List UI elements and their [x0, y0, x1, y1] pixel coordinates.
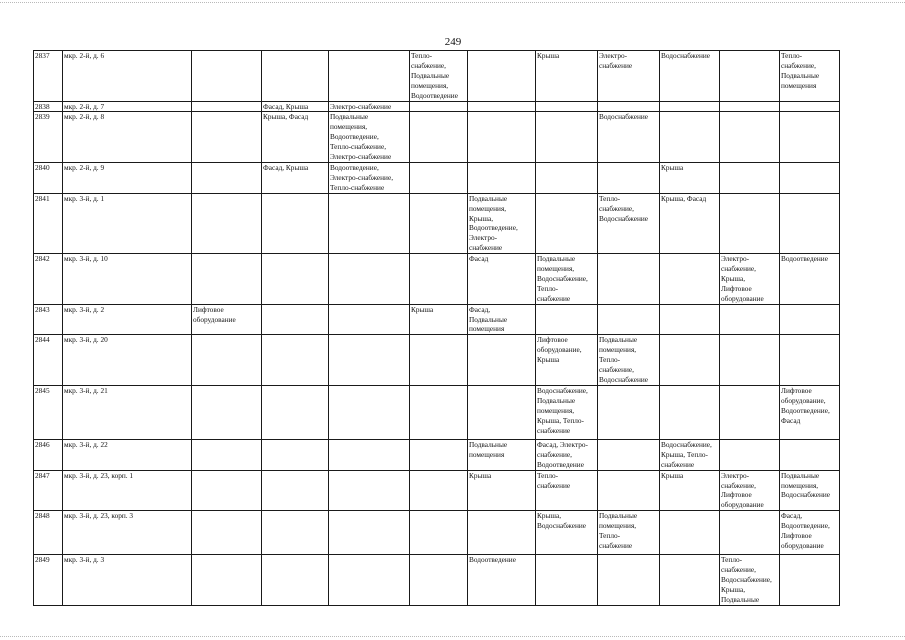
work-type-cell [262, 112, 329, 163]
work-type-cell [192, 385, 262, 439]
work-type-cell [410, 470, 468, 511]
work-type-cell [720, 304, 780, 335]
work-type-cell [780, 193, 840, 253]
work-type-cell [780, 162, 840, 193]
work-type-cell [329, 193, 410, 253]
work-type-cell [192, 439, 262, 470]
work-type-cell [720, 385, 780, 439]
row-number: 2841 [34, 193, 63, 253]
work-type-cell [660, 555, 720, 606]
work-type-text: Крыша [411, 304, 434, 314]
work-type-cell [598, 511, 660, 555]
work-type-cell [720, 101, 780, 112]
work-type-cell [468, 51, 536, 102]
table-row [34, 193, 840, 253]
work-type-cell [536, 555, 598, 606]
work-type-text: Лифтовое оборудование, Крыша [537, 335, 582, 365]
work-type-text: Крыша [537, 51, 560, 60]
work-type-cell [262, 470, 329, 511]
work-type-cell [468, 254, 536, 305]
address-cell: мкр. 2-й, д. 9 [63, 162, 192, 193]
work-type-cell [262, 385, 329, 439]
table-row [34, 162, 840, 193]
work-type-text: Водоснабжение, Подвальные помещения, Крыша, Тепло- снабжение [537, 385, 588, 435]
work-type-cell [329, 439, 410, 470]
work-type-text: Подвальные помещения, Водоснабжение, Тепло- снабжение [537, 254, 588, 303]
address-cell: мкр. 3-й, д. 10 [63, 254, 192, 305]
work-type-cell [598, 470, 660, 511]
row-number: 2842 [34, 254, 63, 305]
work-type-cell [468, 112, 536, 163]
work-type-cell [780, 304, 840, 335]
work-type-text: Тепло- снабжение, Водоснабжение [599, 193, 648, 223]
work-type-cell [329, 51, 410, 102]
table-row [34, 304, 840, 335]
table-row [34, 470, 840, 511]
work-type-cell [536, 162, 598, 193]
work-type-cell [720, 112, 780, 163]
work-type-cell [536, 101, 598, 112]
scan-edge-top [0, 2, 905, 4]
work-type-text: Тепло- снабжение [537, 470, 571, 490]
row-number: 2837 [34, 51, 63, 102]
work-type-cell [720, 254, 780, 305]
work-type-cell [780, 511, 840, 555]
page-number: 249 [444, 36, 462, 48]
work-type-text: Водоснабжение, Крыша, Тепло- снабжение [661, 439, 712, 469]
work-type-cell [598, 254, 660, 305]
work-type-text: Электро-снабжение [330, 101, 392, 111]
work-type-text: Подвальные помещения [469, 439, 508, 459]
row-number: 2845 [34, 385, 63, 439]
work-type-cell [720, 439, 780, 470]
row-number: 2840 [34, 162, 63, 193]
work-type-cell [598, 112, 660, 163]
work-type-cell [192, 51, 262, 102]
work-type-cell [192, 511, 262, 555]
table-row [34, 385, 840, 439]
row-number: 2847 [34, 470, 63, 511]
work-type-text: Водоснабжение [599, 112, 648, 122]
work-type-text: Тепло- снабжение, Подвальные помещения [781, 51, 820, 90]
work-type-cell [192, 304, 262, 335]
work-type-cell [410, 555, 468, 606]
work-type-cell [410, 162, 468, 193]
work-type-cell [192, 101, 262, 112]
work-type-cell [536, 112, 598, 163]
work-type-cell [410, 304, 468, 335]
work-type-cell [660, 439, 720, 470]
work-type-cell [192, 335, 262, 386]
work-type-cell [329, 162, 410, 193]
work-type-text: Подвальные помещения, Водоотведение, Тепло-снабжение, Электро-снабжение [330, 112, 392, 162]
address-cell: мкр. 3-й, д. 1 [63, 193, 192, 253]
work-type-cell [660, 254, 720, 305]
work-type-cell [720, 162, 780, 193]
work-type-text: Крыша, Водоснабжение [537, 511, 586, 531]
work-type-cell [410, 51, 468, 102]
work-type-cell [780, 385, 840, 439]
work-type-cell [468, 101, 536, 112]
work-type-cell [660, 51, 720, 102]
work-type-text: Лифтовое оборудование, Водоотведение, Фасад [781, 385, 830, 425]
work-type-cell [660, 193, 720, 253]
row-number: 2844 [34, 335, 63, 386]
work-type-cell [262, 439, 329, 470]
work-type-cell [720, 193, 780, 253]
work-type-cell [329, 101, 410, 112]
table-row [34, 335, 840, 386]
work-type-text: Подвальные помещения, Крыша, Водоотведение, Электро- снабжение [469, 193, 518, 253]
work-type-cell [780, 51, 840, 102]
work-type-cell [660, 304, 720, 335]
work-type-cell [660, 470, 720, 511]
work-type-cell [536, 511, 598, 555]
work-type-text: Водоотведение, Электро-снабжение, Тепло-снабжение [330, 162, 394, 192]
work-type-cell [660, 112, 720, 163]
work-type-cell [780, 555, 840, 606]
scan-edge-bottom [0, 636, 905, 638]
address-cell: мкр. 3-й, д. 22 [63, 439, 192, 470]
repair-schedule-table [33, 50, 840, 606]
work-type-text: Фасад, Крыша [263, 101, 309, 111]
work-type-cell [598, 101, 660, 112]
work-type-cell [329, 304, 410, 335]
work-type-text: Крыша, Фасад [661, 193, 707, 203]
row-number: 2848 [34, 511, 63, 555]
work-type-text: Подвальные помещения, Тепло- снабжение [599, 511, 638, 550]
work-type-text: Фасад [469, 254, 489, 264]
table-row [34, 51, 840, 102]
work-type-cell [468, 385, 536, 439]
work-type-cell [468, 470, 536, 511]
work-type-cell [468, 439, 536, 470]
address-cell: мкр. 2-й, д. 8 [63, 112, 192, 163]
table-row [34, 101, 840, 112]
work-type-cell [598, 162, 660, 193]
work-type-cell [536, 304, 598, 335]
work-type-cell [720, 335, 780, 386]
work-type-text: Электро- снабжение, Крыша, Лифтовое оборудование [721, 254, 764, 303]
address-cell: мкр. 3-й, д. 23, корп. 3 [63, 511, 192, 555]
work-type-text: Фасад, Водоотведение, Лифтовое оборудование [781, 511, 830, 550]
work-type-cell [329, 555, 410, 606]
table-row [34, 555, 840, 606]
table-row [34, 511, 840, 555]
work-type-text: Крыша [661, 470, 684, 480]
work-type-cell [598, 51, 660, 102]
work-type-cell [660, 511, 720, 555]
work-type-cell [536, 254, 598, 305]
work-type-cell [536, 335, 598, 386]
work-type-cell [262, 193, 329, 253]
work-type-cell [192, 555, 262, 606]
work-type-cell [468, 193, 536, 253]
work-type-cell [468, 335, 536, 386]
work-type-text: Водоотведение [469, 555, 516, 565]
work-type-cell [410, 254, 468, 305]
work-type-cell [262, 511, 329, 555]
table-row [34, 254, 840, 305]
work-type-cell [262, 555, 329, 606]
address-cell: мкр. 3-й, д. 21 [63, 385, 192, 439]
work-type-cell [536, 385, 598, 439]
address-cell: мкр. 3-й, д. 20 [63, 335, 192, 386]
work-type-text: Крыша, Фасад [263, 112, 309, 122]
work-type-cell [720, 555, 780, 606]
work-type-cell [329, 511, 410, 555]
work-type-text: Водоотведение [781, 254, 828, 264]
work-type-cell [262, 51, 329, 102]
work-type-text: Тепло- снабжение, Подвальные помещения, Водоотведение [411, 51, 458, 100]
work-type-cell [410, 439, 468, 470]
work-type-cell [192, 254, 262, 305]
work-type-text: Фасад, Подвальные помещения [469, 304, 508, 334]
work-type-cell [598, 193, 660, 253]
row-number: 2846 [34, 439, 63, 470]
address-cell: мкр. 3-й, д. 2 [63, 304, 192, 335]
work-type-text: Крыша [661, 162, 684, 172]
work-type-cell [329, 385, 410, 439]
work-type-cell [598, 304, 660, 335]
address-cell: мкр. 2-й, д. 6 [63, 51, 192, 102]
work-type-cell [410, 511, 468, 555]
work-type-cell [720, 511, 780, 555]
work-type-text: Фасад, Крыша [263, 162, 309, 172]
work-type-text: Подвальные помещения, Водоснабжение [781, 470, 830, 500]
work-type-text: Электро- снабжение [599, 51, 633, 70]
work-type-cell [598, 335, 660, 386]
work-type-cell [720, 51, 780, 102]
table-row [34, 439, 840, 470]
work-type-cell [192, 112, 262, 163]
row-number: 2838 [34, 101, 63, 112]
work-type-cell [410, 335, 468, 386]
work-type-cell [329, 112, 410, 163]
work-type-cell [262, 304, 329, 335]
work-type-cell [660, 162, 720, 193]
row-number: 2843 [34, 304, 63, 335]
work-type-cell [536, 51, 598, 102]
work-type-cell [598, 555, 660, 606]
work-type-cell [536, 439, 598, 470]
work-type-text: Водоснабжение [661, 51, 710, 60]
work-type-cell [536, 193, 598, 253]
work-type-cell [660, 335, 720, 386]
address-cell: мкр. 3-й, д. 23, корп. 1 [63, 470, 192, 511]
work-type-cell [468, 304, 536, 335]
row-number: 2849 [34, 555, 63, 606]
address-cell: мкр. 2-й, д. 7 [63, 101, 192, 112]
work-type-text: Фасад, Электро- снабжение, Водоотведение [537, 439, 588, 469]
work-type-cell [598, 439, 660, 470]
work-type-text: Тепло- снабжение, Водоснабжение, Крыша, Подвальные [721, 555, 772, 604]
work-type-cell [720, 470, 780, 511]
work-type-cell [780, 470, 840, 511]
work-type-cell [410, 193, 468, 253]
work-type-cell [192, 162, 262, 193]
work-type-text: Крыша [469, 470, 492, 480]
work-type-cell [329, 470, 410, 511]
work-type-cell [468, 511, 536, 555]
work-type-cell [410, 112, 468, 163]
work-type-cell [192, 470, 262, 511]
work-type-cell [660, 101, 720, 112]
row-number: 2839 [34, 112, 63, 163]
table-row [34, 112, 840, 163]
address-cell: мкр. 3-й, д. 3 [63, 555, 192, 606]
work-type-cell [780, 335, 840, 386]
work-type-cell [780, 101, 840, 112]
work-type-cell [780, 254, 840, 305]
work-type-cell [262, 254, 329, 305]
work-type-text: Подвальные помещения, Тепло- снабжение, Водоснабжение [599, 335, 648, 384]
work-type-cell [536, 470, 598, 511]
work-type-cell [468, 162, 536, 193]
work-type-cell [410, 101, 468, 112]
work-type-cell [660, 385, 720, 439]
work-type-cell [780, 112, 840, 163]
work-type-cell [262, 101, 329, 112]
work-type-cell [192, 193, 262, 253]
work-type-cell [468, 555, 536, 606]
work-type-cell [410, 385, 468, 439]
work-type-cell [262, 162, 329, 193]
work-type-cell [329, 335, 410, 386]
work-type-cell [262, 335, 329, 386]
work-type-cell [329, 254, 410, 305]
work-type-cell [598, 385, 660, 439]
work-type-text: Лифтовое оборудование [193, 304, 236, 324]
work-type-cell [780, 439, 840, 470]
work-type-text: Электро- снабжение, Лифтовое оборудование [721, 470, 764, 510]
